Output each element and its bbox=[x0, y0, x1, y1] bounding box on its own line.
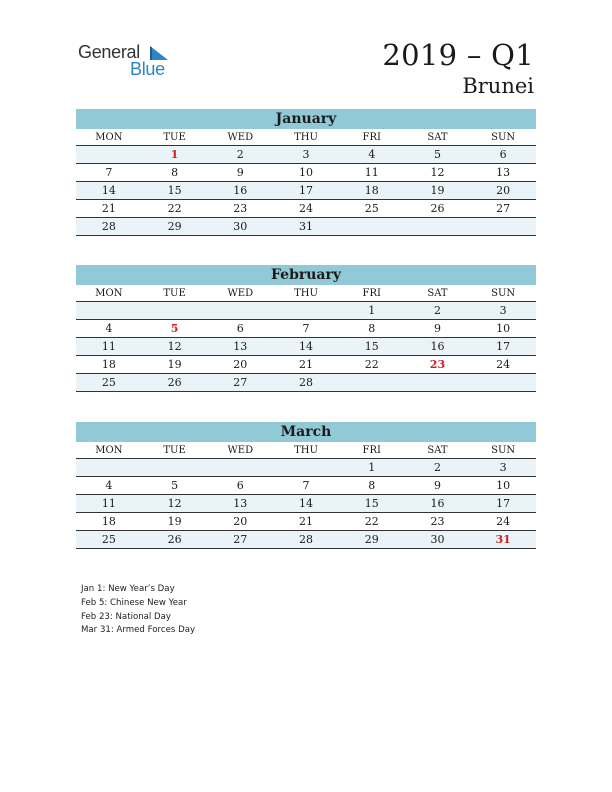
week-row bbox=[76, 459, 536, 477]
holiday-day-cell: 31 bbox=[495, 533, 511, 546]
day-cell: 22 bbox=[167, 202, 182, 215]
day-cell: 3 bbox=[302, 148, 310, 161]
day-cell bbox=[273, 459, 339, 476]
day-cell: 13 bbox=[496, 166, 511, 179]
day-cell: 26 bbox=[430, 202, 445, 215]
day-cell: 29 bbox=[364, 533, 379, 546]
day-cell: 18 bbox=[101, 358, 116, 371]
country-name: Brunei bbox=[462, 74, 534, 98]
day-cell: 8 bbox=[368, 479, 376, 492]
logo-text-general: General bbox=[78, 42, 140, 62]
day-cell bbox=[339, 374, 405, 391]
holiday-day-cell: 5 bbox=[170, 322, 179, 335]
weekday-label: THU bbox=[294, 288, 318, 299]
day-cell: 1 bbox=[368, 461, 376, 474]
logo bbox=[78, 42, 178, 82]
week-row bbox=[76, 302, 536, 320]
day-cell: 9 bbox=[433, 322, 441, 335]
day-cell bbox=[470, 374, 536, 391]
day-cell: 3 bbox=[499, 461, 507, 474]
day-cell: 25 bbox=[101, 376, 116, 389]
day-cell: 28 bbox=[299, 533, 314, 546]
day-cell: 15 bbox=[364, 497, 379, 510]
day-cell: 26 bbox=[167, 533, 182, 546]
day-cell: 5 bbox=[171, 479, 179, 492]
day-cell: 18 bbox=[364, 184, 379, 197]
weekday-label: TUE bbox=[163, 132, 186, 143]
day-cell: 27 bbox=[496, 202, 511, 215]
week-row bbox=[76, 513, 536, 531]
day-cell: 27 bbox=[233, 376, 248, 389]
day-cell: 28 bbox=[299, 376, 314, 389]
day-cell: 7 bbox=[302, 322, 310, 335]
holiday-note: Feb 23: National Day bbox=[81, 611, 172, 622]
day-cell: 3 bbox=[499, 304, 507, 317]
day-cell: 24 bbox=[496, 515, 511, 528]
day-cell: 18 bbox=[101, 515, 116, 528]
day-cell bbox=[76, 146, 142, 163]
day-cell: 27 bbox=[233, 533, 248, 546]
week-row bbox=[76, 356, 536, 374]
week-row bbox=[76, 146, 536, 164]
weekday-label: TUE bbox=[163, 445, 186, 456]
day-cell: 1 bbox=[368, 304, 376, 317]
day-cell: 12 bbox=[430, 166, 445, 179]
weekday-label: WED bbox=[227, 288, 254, 299]
day-cell bbox=[405, 374, 471, 391]
page-title: 2019 – Q1 bbox=[382, 38, 534, 72]
day-cell: 17 bbox=[299, 184, 314, 197]
day-cell: 21 bbox=[101, 202, 116, 215]
day-cell: 4 bbox=[105, 322, 113, 335]
day-cell bbox=[405, 218, 471, 235]
day-cell bbox=[207, 459, 273, 476]
day-cell: 23 bbox=[430, 515, 445, 528]
day-cell: 14 bbox=[299, 340, 314, 353]
day-cell: 6 bbox=[236, 479, 244, 492]
day-cell bbox=[339, 218, 405, 235]
day-cell: 8 bbox=[368, 322, 376, 335]
day-cell: 8 bbox=[171, 166, 179, 179]
day-cell: 10 bbox=[496, 479, 511, 492]
week-row bbox=[76, 218, 536, 236]
day-cell: 22 bbox=[364, 358, 379, 371]
day-cell: 31 bbox=[299, 220, 314, 233]
weekday-label: MON bbox=[95, 288, 123, 299]
day-cell: 7 bbox=[105, 166, 113, 179]
week-row bbox=[76, 200, 536, 218]
day-cell: 26 bbox=[167, 376, 182, 389]
month-title: January bbox=[76, 109, 536, 129]
weekday-label: SUN bbox=[491, 445, 516, 456]
day-cell: 7 bbox=[302, 479, 310, 492]
month-title: March bbox=[76, 422, 536, 442]
day-cell: 2 bbox=[433, 304, 441, 317]
holiday-day-cell: 23 bbox=[429, 358, 446, 371]
day-cell bbox=[142, 302, 208, 319]
day-cell: 5 bbox=[433, 148, 441, 161]
day-cell: 2 bbox=[433, 461, 441, 474]
day-cell: 20 bbox=[233, 358, 248, 371]
weekday-header-row bbox=[76, 442, 536, 459]
weekday-label: FRI bbox=[362, 132, 381, 143]
week-row bbox=[76, 531, 536, 549]
day-cell: 9 bbox=[236, 166, 244, 179]
day-cell: 28 bbox=[101, 220, 116, 233]
day-cell: 11 bbox=[101, 340, 116, 353]
week-row bbox=[76, 374, 536, 392]
weekday-label: MON bbox=[95, 445, 123, 456]
holiday-note: Jan 1: New Year’s Day bbox=[81, 584, 175, 594]
weekday-label: SAT bbox=[427, 445, 448, 456]
week-row bbox=[76, 495, 536, 513]
weekday-label: THU bbox=[294, 445, 318, 456]
day-cell: 13 bbox=[233, 340, 248, 353]
month-title: February bbox=[76, 265, 536, 285]
week-row bbox=[76, 182, 536, 200]
day-cell: 4 bbox=[105, 479, 113, 492]
week-row bbox=[76, 164, 536, 182]
weekday-label: TUE bbox=[163, 288, 186, 299]
day-cell: 19 bbox=[167, 515, 182, 528]
day-cell: 13 bbox=[233, 497, 248, 510]
weekday-label: SUN bbox=[491, 132, 516, 143]
weekday-label: SAT bbox=[427, 288, 448, 299]
day-cell: 12 bbox=[167, 497, 182, 510]
day-cell: 29 bbox=[167, 220, 182, 233]
holiday-notes bbox=[81, 583, 195, 638]
day-cell: 21 bbox=[299, 515, 314, 528]
day-cell: 6 bbox=[236, 322, 244, 335]
day-cell bbox=[470, 218, 536, 235]
day-cell: 16 bbox=[233, 184, 248, 197]
month-january bbox=[76, 109, 536, 236]
weekday-label: FRI bbox=[362, 288, 381, 299]
day-cell: 19 bbox=[167, 358, 182, 371]
day-cell bbox=[142, 459, 208, 476]
day-cell: 25 bbox=[101, 533, 116, 546]
day-cell: 19 bbox=[430, 184, 445, 197]
month-march bbox=[76, 422, 536, 549]
day-cell: 16 bbox=[430, 340, 445, 353]
holiday-day-cell: 1 bbox=[170, 148, 179, 161]
month-february bbox=[76, 265, 536, 392]
day-cell bbox=[76, 302, 142, 319]
day-cell: 11 bbox=[364, 166, 379, 179]
day-cell: 24 bbox=[299, 202, 314, 215]
week-row bbox=[76, 477, 536, 495]
day-cell: 12 bbox=[167, 340, 182, 353]
day-cell: 21 bbox=[299, 358, 314, 371]
day-cell: 2 bbox=[236, 148, 244, 161]
day-cell: 20 bbox=[496, 184, 511, 197]
weekday-label: MON bbox=[95, 132, 123, 143]
day-cell bbox=[273, 302, 339, 319]
day-cell: 4 bbox=[368, 148, 376, 161]
day-cell: 15 bbox=[364, 340, 379, 353]
week-row bbox=[76, 320, 536, 338]
weekday-header-row bbox=[76, 129, 536, 146]
day-cell bbox=[207, 302, 273, 319]
day-cell: 10 bbox=[496, 322, 511, 335]
holiday-note: Mar 31: Armed Forces Day bbox=[81, 625, 196, 636]
day-cell bbox=[76, 459, 142, 476]
day-cell: 17 bbox=[496, 497, 511, 510]
day-cell: 6 bbox=[499, 148, 507, 161]
day-cell: 10 bbox=[299, 166, 314, 179]
weekday-label: WED bbox=[227, 445, 254, 456]
holiday-note: Feb 5: Chinese New Year bbox=[81, 597, 187, 608]
day-cell: 20 bbox=[233, 515, 248, 528]
day-cell: 9 bbox=[433, 479, 441, 492]
weekday-label: THU bbox=[294, 132, 318, 143]
day-cell: 25 bbox=[364, 202, 379, 215]
day-cell: 17 bbox=[496, 340, 511, 353]
week-row bbox=[76, 338, 536, 356]
day-cell: 15 bbox=[167, 184, 182, 197]
day-cell: 16 bbox=[430, 497, 445, 510]
day-cell: 11 bbox=[101, 497, 116, 510]
weekday-label: SAT bbox=[427, 132, 448, 143]
logo-text-blue: Blue bbox=[130, 59, 165, 79]
day-cell: 14 bbox=[101, 184, 116, 197]
day-cell: 23 bbox=[233, 202, 248, 215]
weekday-header-row bbox=[76, 285, 536, 302]
day-cell: 30 bbox=[233, 220, 248, 233]
day-cell: 14 bbox=[299, 497, 314, 510]
day-cell: 22 bbox=[364, 515, 379, 528]
weekday-label: SUN bbox=[491, 288, 516, 299]
weekday-label: WED bbox=[227, 132, 254, 143]
day-cell: 30 bbox=[430, 533, 445, 546]
day-cell: 24 bbox=[496, 358, 511, 371]
weekday-label: FRI bbox=[362, 445, 381, 456]
